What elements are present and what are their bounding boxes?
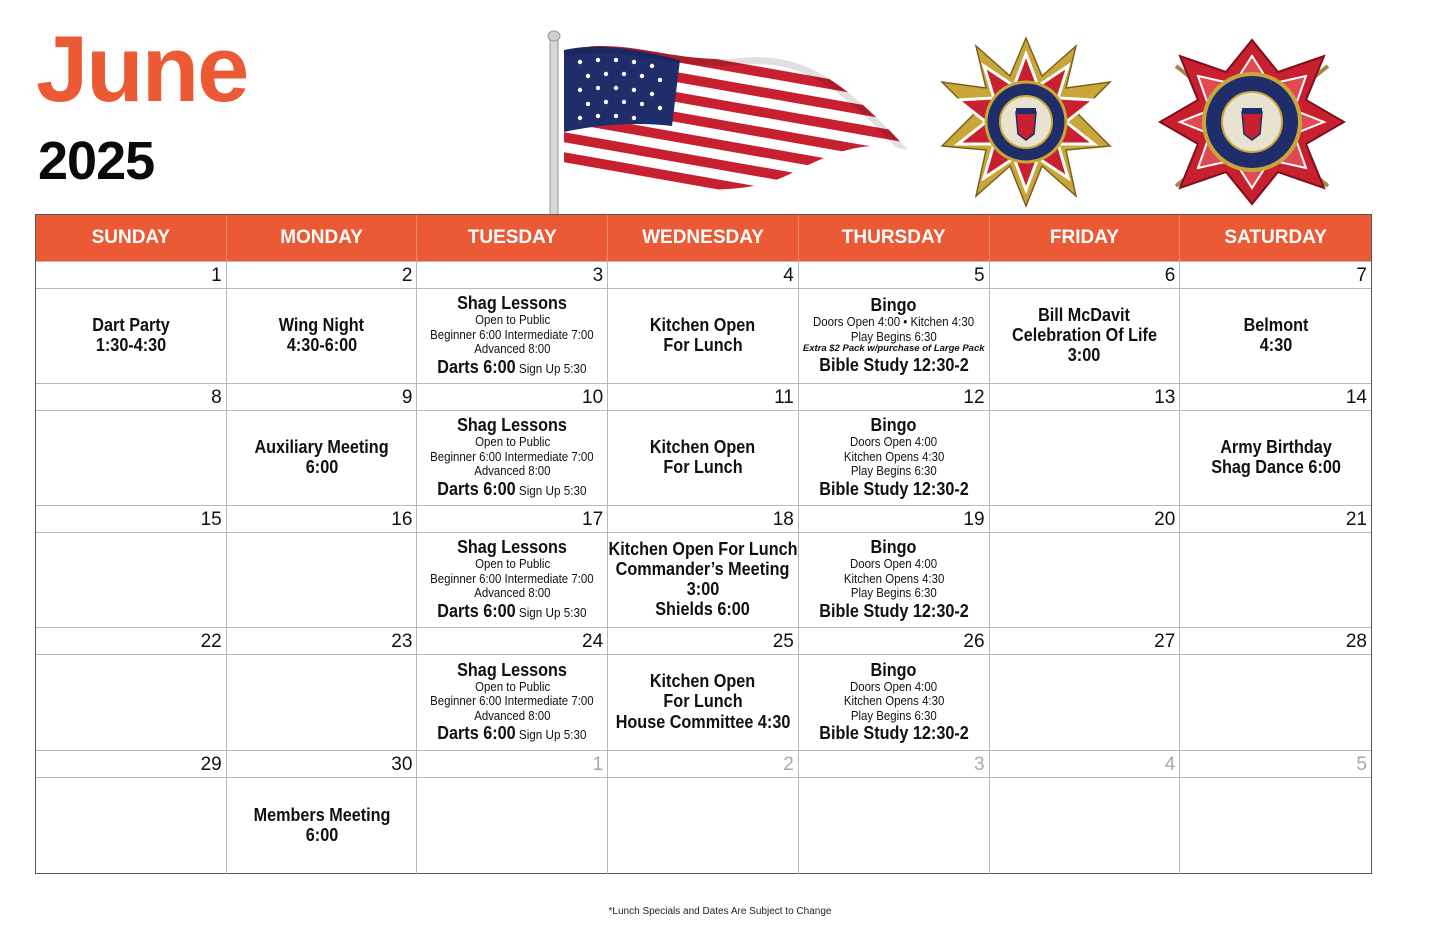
event-line bbox=[457, 660, 567, 680]
day-events bbox=[227, 533, 417, 627]
day-events bbox=[36, 533, 226, 627]
day-cell bbox=[608, 627, 799, 750]
event-line bbox=[286, 335, 356, 355]
event-text: Play Begins 6:30 bbox=[850, 585, 937, 601]
day-cell bbox=[417, 261, 608, 383]
day-events bbox=[417, 411, 607, 505]
event-text: Celebration Of Life bbox=[1011, 324, 1157, 345]
weekday-friday: FRIDAY bbox=[990, 215, 1181, 261]
day-cell bbox=[990, 261, 1181, 383]
event-text: House Committee 4:30 bbox=[615, 711, 791, 732]
event-line bbox=[438, 479, 587, 499]
event-text: Open to Public bbox=[474, 434, 550, 450]
day-events bbox=[799, 411, 989, 505]
event-text: Advanced 8:00 bbox=[474, 341, 551, 357]
event-line bbox=[438, 601, 587, 621]
day-number: 8 bbox=[36, 384, 226, 411]
event-text: Shag Lessons bbox=[457, 293, 568, 314]
event-text: Play Begins 6:30 bbox=[850, 328, 937, 344]
day-number: 23 bbox=[227, 628, 417, 655]
event-text: Doors Open 4:00 bbox=[850, 434, 938, 450]
event-line bbox=[1220, 437, 1332, 457]
day-cell bbox=[608, 261, 799, 383]
day-number: 21 bbox=[1180, 506, 1371, 533]
event-line bbox=[871, 537, 917, 557]
day-number: 3 bbox=[417, 262, 607, 289]
event-line bbox=[457, 415, 567, 435]
weekday-monday: MONDAY bbox=[227, 215, 418, 261]
day-events bbox=[799, 778, 989, 874]
event-text: Beginner 6:00 Intermediate 7:00 bbox=[430, 570, 595, 586]
event-text: Open to Public bbox=[474, 678, 550, 694]
day-cell bbox=[1180, 750, 1371, 874]
event-line bbox=[656, 599, 751, 619]
event-line bbox=[850, 680, 937, 695]
event-text: For Lunch bbox=[663, 335, 743, 355]
event-line bbox=[843, 694, 943, 709]
day-cell bbox=[227, 505, 418, 627]
day-cell bbox=[799, 627, 990, 750]
day-cell bbox=[36, 261, 227, 383]
event-line bbox=[475, 313, 550, 328]
day-events bbox=[36, 289, 226, 383]
event-text: Bingo bbox=[870, 415, 917, 436]
american-flag-icon bbox=[540, 28, 910, 216]
event-text: Bingo bbox=[870, 659, 917, 680]
event-line bbox=[431, 328, 594, 343]
day-number: 1 bbox=[36, 262, 226, 289]
day-cell bbox=[417, 627, 608, 750]
day-cell bbox=[36, 505, 227, 627]
day-number: 16 bbox=[227, 506, 417, 533]
weekday-saturday: SATURDAY bbox=[1224, 227, 1327, 248]
event-line bbox=[1012, 325, 1157, 345]
day-number: 12 bbox=[799, 384, 989, 411]
day-number: 5 bbox=[1180, 751, 1371, 778]
event-line bbox=[843, 450, 943, 465]
day-events bbox=[417, 655, 607, 750]
event-text: Shag Lessons bbox=[457, 415, 568, 436]
day-number: 2 bbox=[227, 262, 417, 289]
event-text: 3:00 bbox=[686, 579, 720, 599]
day-number: 24 bbox=[417, 628, 607, 655]
day-events bbox=[990, 289, 1180, 383]
event-text: Play Begins 6:30 bbox=[850, 463, 937, 479]
day-number: 5 bbox=[799, 262, 989, 289]
event-line bbox=[663, 335, 742, 355]
event-text: Bible Study 12:30-2 bbox=[818, 354, 969, 375]
event-text: Belmont bbox=[1243, 314, 1309, 335]
event-line bbox=[431, 450, 594, 465]
day-number: 25 bbox=[608, 628, 798, 655]
event-line bbox=[663, 457, 742, 477]
day-events bbox=[417, 533, 607, 627]
day-number: 10 bbox=[417, 384, 607, 411]
day-events bbox=[1180, 411, 1371, 505]
event-subtext: Sign Up 5:30 bbox=[515, 482, 587, 498]
event-text: Advanced 8:00 bbox=[474, 463, 551, 479]
event-text: 4:30 bbox=[1259, 335, 1292, 355]
event-text: For Lunch bbox=[663, 457, 743, 477]
event-line bbox=[279, 315, 364, 335]
day-number: 17 bbox=[417, 506, 607, 533]
event-line bbox=[475, 557, 550, 572]
day-events bbox=[1180, 533, 1371, 627]
day-number: 11 bbox=[608, 384, 798, 411]
day-events bbox=[417, 778, 607, 874]
event-line bbox=[475, 435, 550, 450]
day-number: 1 bbox=[417, 751, 607, 778]
event-line bbox=[687, 579, 719, 599]
event-text: Shag Lessons bbox=[457, 659, 568, 680]
day-cell bbox=[1180, 505, 1371, 627]
event-text: Bible Study 12:30-2 bbox=[818, 723, 969, 744]
day-cell bbox=[799, 505, 990, 627]
event-line bbox=[1211, 457, 1341, 477]
event-subtext: Sign Up 5:30 bbox=[515, 727, 587, 743]
event-text: Commander’s Meeting bbox=[616, 558, 790, 579]
event-line bbox=[305, 825, 337, 845]
event-line bbox=[819, 723, 968, 743]
event-line bbox=[1068, 345, 1100, 365]
day-number: 4 bbox=[990, 751, 1180, 778]
event-text: Shag Lessons bbox=[457, 537, 568, 558]
event-line bbox=[650, 671, 755, 691]
day-cell bbox=[227, 383, 418, 505]
day-cell bbox=[1180, 383, 1371, 505]
event-line bbox=[438, 723, 587, 743]
event-line bbox=[616, 559, 790, 579]
event-line bbox=[253, 805, 390, 825]
event-text: Open to Public bbox=[474, 312, 550, 328]
event-line bbox=[431, 694, 594, 709]
day-events bbox=[1180, 655, 1371, 750]
event-text: Members Meeting bbox=[253, 804, 390, 825]
event-line bbox=[92, 315, 169, 335]
day-cell bbox=[1180, 627, 1371, 750]
day-events bbox=[227, 655, 417, 750]
day-events bbox=[1180, 289, 1371, 383]
event-text: Doors Open 4:00 bbox=[850, 678, 938, 694]
day-number: 14 bbox=[1180, 384, 1371, 411]
day-number: 26 bbox=[799, 628, 989, 655]
event-text: Army Birthday bbox=[1219, 436, 1332, 457]
event-line bbox=[851, 330, 937, 345]
event-line bbox=[474, 464, 550, 479]
event-text: Bingo bbox=[870, 294, 917, 315]
day-cell bbox=[227, 750, 418, 874]
event-line bbox=[663, 691, 742, 711]
day-number: 2 bbox=[608, 751, 798, 778]
event-line bbox=[871, 295, 917, 315]
event-line bbox=[819, 355, 968, 375]
event-text: Advanced 8:00 bbox=[474, 707, 551, 723]
day-cell bbox=[608, 383, 799, 505]
event-line bbox=[475, 680, 550, 695]
event-line bbox=[1259, 335, 1291, 355]
event-text: Darts 6:00 bbox=[437, 356, 516, 377]
day-number: 27 bbox=[990, 628, 1180, 655]
day-cell bbox=[990, 383, 1181, 505]
event-line bbox=[850, 557, 937, 572]
day-events bbox=[227, 289, 417, 383]
vfw-auxiliary-emblem-icon bbox=[1156, 36, 1348, 208]
day-cell bbox=[227, 627, 418, 750]
day-number: 18 bbox=[608, 506, 798, 533]
weekday-sunday: SUNDAY bbox=[36, 215, 227, 261]
day-cell bbox=[990, 505, 1181, 627]
event-text: 1:30-4:30 bbox=[95, 335, 166, 355]
day-events bbox=[227, 778, 417, 874]
day-cell bbox=[417, 750, 608, 874]
event-text: Beginner 6:00 Intermediate 7:00 bbox=[430, 326, 595, 342]
event-subtext: Sign Up 5:30 bbox=[515, 604, 587, 620]
day-cell bbox=[227, 261, 418, 383]
day-cell bbox=[799, 383, 990, 505]
day-cell bbox=[608, 505, 799, 627]
event-text: Bill McDavit bbox=[1038, 304, 1131, 325]
event-line bbox=[803, 344, 985, 355]
footnote: *Lunch Specials and Dates Are Subject to Change bbox=[608, 906, 832, 917]
event-line bbox=[305, 457, 337, 477]
event-text: Beginner 6:00 Intermediate 7:00 bbox=[430, 693, 595, 709]
event-line bbox=[851, 464, 937, 479]
event-line bbox=[650, 315, 755, 335]
event-text: Wing Night bbox=[278, 314, 365, 335]
day-cell bbox=[417, 383, 608, 505]
event-text: 6:00 bbox=[305, 457, 338, 477]
event-text: Kitchen Open For Lunch bbox=[608, 538, 798, 559]
day-events bbox=[36, 411, 226, 505]
calendar bbox=[35, 214, 1372, 874]
day-number: 9 bbox=[227, 384, 417, 411]
day-events bbox=[36, 778, 226, 874]
weekday-header bbox=[36, 215, 1371, 261]
event-text: Kitchen Open bbox=[650, 314, 756, 335]
day-number: 13 bbox=[990, 384, 1180, 411]
event-text: Beginner 6:00 Intermediate 7:00 bbox=[430, 448, 595, 464]
day-number: 19 bbox=[799, 506, 989, 533]
event-subtext: Sign Up 5:30 bbox=[515, 360, 587, 376]
event-text: Bible Study 12:30-2 bbox=[818, 600, 969, 621]
day-events bbox=[36, 655, 226, 750]
day-cell bbox=[417, 505, 608, 627]
event-line bbox=[457, 293, 567, 313]
event-line bbox=[474, 342, 550, 357]
day-number: 7 bbox=[1180, 262, 1371, 289]
event-line bbox=[871, 415, 917, 435]
event-line bbox=[474, 586, 550, 601]
event-line bbox=[438, 357, 587, 377]
event-text: Bingo bbox=[870, 537, 917, 558]
event-line bbox=[819, 479, 968, 499]
event-line bbox=[813, 315, 974, 330]
day-number: 15 bbox=[36, 506, 226, 533]
day-events bbox=[608, 655, 798, 750]
day-cell bbox=[36, 627, 227, 750]
day-cell bbox=[799, 750, 990, 874]
event-text: Auxiliary Meeting bbox=[254, 436, 389, 457]
event-line bbox=[850, 435, 937, 450]
event-text: Bible Study 12:30-2 bbox=[818, 478, 969, 499]
event-line bbox=[609, 539, 798, 559]
event-line bbox=[819, 601, 968, 621]
day-cell bbox=[799, 261, 990, 383]
day-cell bbox=[36, 750, 227, 874]
event-line bbox=[843, 572, 943, 587]
day-grid bbox=[36, 261, 1371, 874]
day-number: 30 bbox=[227, 751, 417, 778]
event-text: Open to Public bbox=[474, 556, 550, 572]
day-number: 29 bbox=[36, 751, 226, 778]
event-text: Kitchen Opens 4:30 bbox=[843, 693, 944, 709]
weekday-thursday: THURSDAY bbox=[799, 215, 990, 261]
event-text: Play Begins 6:30 bbox=[850, 707, 937, 723]
event-line bbox=[650, 437, 755, 457]
day-events bbox=[608, 533, 798, 627]
event-text: Darts 6:00 bbox=[437, 478, 516, 499]
event-line bbox=[96, 335, 166, 355]
day-cell bbox=[990, 627, 1181, 750]
day-events bbox=[227, 411, 417, 505]
day-events bbox=[799, 533, 989, 627]
vfw-emblem-icon bbox=[938, 36, 1114, 208]
day-cell bbox=[990, 750, 1181, 874]
event-line bbox=[431, 572, 594, 587]
event-text: Doors Open 4:00 • Kitchen 4:30 bbox=[813, 314, 975, 330]
event-line bbox=[871, 660, 917, 680]
event-line bbox=[1243, 315, 1308, 335]
event-text: 3:00 bbox=[1068, 345, 1101, 366]
day-events bbox=[1180, 778, 1371, 874]
day-events bbox=[608, 778, 798, 874]
event-text: Dart Party bbox=[92, 314, 170, 335]
day-number: 6 bbox=[990, 262, 1180, 289]
day-events bbox=[608, 411, 798, 505]
day-number: 28 bbox=[1180, 628, 1371, 655]
event-text: 4:30-6:00 bbox=[286, 335, 357, 355]
event-text: Advanced 8:00 bbox=[474, 585, 551, 601]
event-text: Extra $2 Pack w/purchase of Large Pack bbox=[802, 343, 985, 355]
day-cell bbox=[608, 750, 799, 874]
event-text: Kitchen Open bbox=[650, 671, 756, 692]
event-text: Shag Dance 6:00 bbox=[1210, 457, 1341, 477]
event-text: Darts 6:00 bbox=[437, 723, 516, 744]
event-text: Kitchen Open bbox=[650, 436, 756, 457]
weekday-tuesday: TUESDAY bbox=[417, 215, 608, 261]
weekday-wednesday: WEDNESDAY bbox=[608, 215, 799, 261]
event-line bbox=[851, 586, 937, 601]
day-events bbox=[990, 655, 1180, 750]
year-title: 2025 bbox=[38, 131, 155, 191]
event-line bbox=[457, 537, 567, 557]
day-events bbox=[799, 655, 989, 750]
day-cell bbox=[36, 383, 227, 505]
day-events bbox=[990, 533, 1180, 627]
month-title: June bbox=[36, 16, 248, 121]
event-line bbox=[851, 709, 937, 724]
day-number: 22 bbox=[36, 628, 226, 655]
day-events bbox=[799, 289, 989, 383]
day-events bbox=[990, 411, 1180, 505]
event-text: Kitchen Opens 4:30 bbox=[843, 448, 944, 464]
event-line bbox=[474, 709, 550, 724]
day-number: 20 bbox=[990, 506, 1180, 533]
event-text: Darts 6:00 bbox=[437, 600, 516, 621]
event-line bbox=[254, 437, 388, 457]
day-number: 3 bbox=[799, 751, 989, 778]
event-text: 6:00 bbox=[305, 825, 338, 845]
day-events bbox=[417, 289, 607, 383]
event-text: Doors Open 4:00 bbox=[850, 556, 938, 572]
event-text: Kitchen Opens 4:30 bbox=[843, 570, 944, 586]
day-number: 4 bbox=[608, 262, 798, 289]
event-text: Shields 6:00 bbox=[655, 599, 751, 620]
day-events bbox=[608, 289, 798, 383]
day-cell bbox=[1180, 261, 1371, 383]
event-line bbox=[616, 712, 791, 732]
day-events bbox=[990, 778, 1180, 874]
event-line bbox=[1039, 305, 1131, 325]
event-text: For Lunch bbox=[663, 691, 743, 712]
